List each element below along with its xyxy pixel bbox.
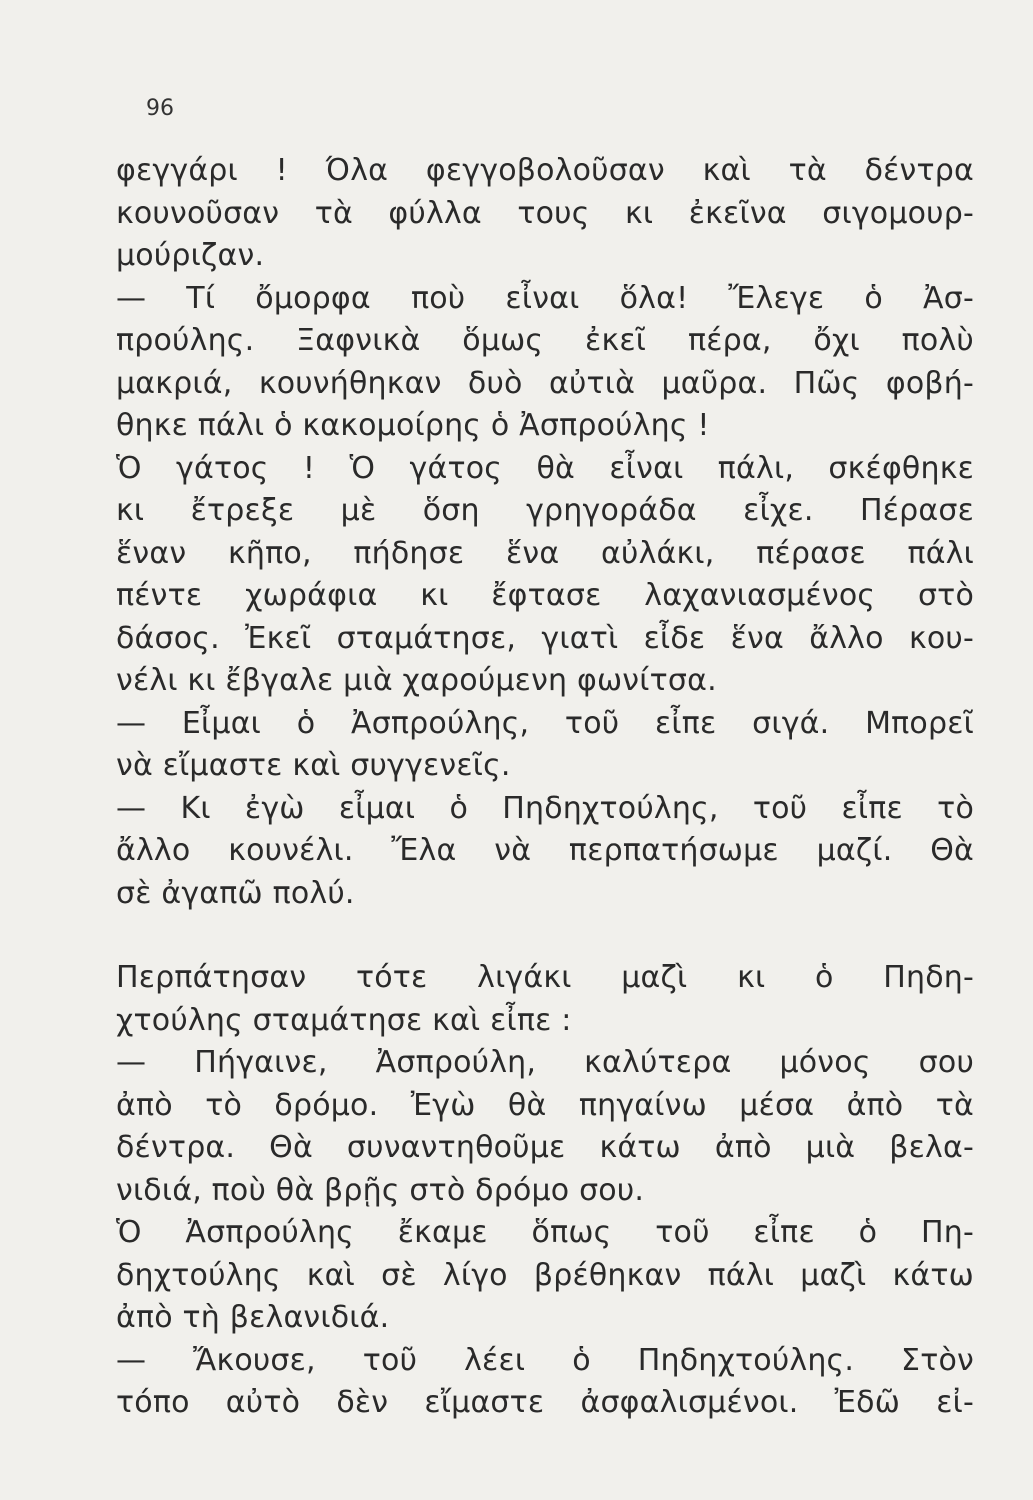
text-line: δάσος. Ἐκεῖ σταμάτησε, γιατὶ εἶδε ἕνα ἄλλο κου- — [116, 620, 974, 656]
paragraph — [116, 278, 974, 448]
text-line: τόπο αὐτὸ δὲν εἴμαστε ἀσφαλισμένοι. Ἐδῶ εἰ- — [116, 1385, 974, 1420]
text-line: — Κι ἐγὼ εἶμαι ὁ Πηδηχτούλης, τοῦ εἶπε τὸ — [116, 790, 974, 826]
paragraph — [116, 1042, 974, 1212]
text-line: φεγγάρι ! Όλα φεγγοβολοῦσαν καὶ τὰ δέντρα — [116, 153, 974, 188]
paragraph — [116, 1212, 974, 1340]
text-line: κουνοῦσαν τὰ φύλλα τους κι ἐκεῖνα σιγομουρ- — [116, 195, 974, 231]
text-line: σὲ ἀγαπῶ πολύ. — [116, 875, 355, 911]
text-line: νὰ εἴμαστε καὶ συγγενεῖς. — [116, 748, 511, 783]
paragraph — [116, 788, 974, 916]
paragraph — [116, 448, 974, 703]
paragraph — [116, 150, 974, 278]
text-line: δέντρα. Θὰ συναντηθοῦμε κάτω ἀπὸ μιὰ βελα- — [116, 1130, 974, 1165]
text-line: κι ἔτρεξε μὲ ὅση γρηγοράδα εἶχε. Πέρασε — [116, 493, 974, 528]
text-line: — Ἄκουσε, τοῦ λέει ὁ Πηδηχτούλης. Στὸν — [116, 1342, 974, 1378]
page-number: 96 — [146, 96, 174, 121]
body-text — [116, 150, 974, 1425]
text-line: προύλης. Ξαφνικὰ ὅμως ἐκεῖ πέρα, ὄχι πολὺ — [116, 323, 974, 358]
text-line: μακριά, κουνήθηκαν δυὸ αὐτιὰ μαῦρα. Πῶς φοβή- — [116, 365, 974, 401]
text-line: — Εἶμαι ὁ Ἀσπρούλης, τοῦ εἶπε σιγά. Μπορεῖ — [116, 705, 974, 741]
paragraph — [116, 703, 974, 788]
text-line: ἄλλο κουνέλι. Ἔλα νὰ περπατήσωμε μαζί. Θὰ — [116, 833, 974, 868]
text-line: — Πήγαινε, Ἀσπρούλη, καλύτερα μόνος σου — [116, 1045, 974, 1080]
text-line: ἕναν κῆπο, πήδησε ἕνα αὐλάκι, πέρασε πάλι — [116, 535, 974, 571]
text-line: ἀπὸ τὴ βελανιδιά. — [116, 1300, 390, 1335]
text-line: θηκε πάλι ὁ κακομοίρης ὁ Ἀσπρούλης ! — [116, 408, 710, 443]
paragraph — [116, 1340, 974, 1425]
text-line: Ὁ Ἀσπρούλης ἔκαμε ὅπως τοῦ εἶπε ὁ Πη- — [116, 1215, 974, 1250]
text-line: Ὁ γάτος ! Ὁ γάτος θὰ εἶναι πάλι, σκέφθηκε — [116, 450, 974, 486]
text-line: νέλι κι ἔβγαλε μιὰ χαρούμενη φωνίτσα. — [116, 663, 717, 698]
text-line: νιδιά, ποὺ θὰ βρῇς στὸ δρόμο σου. — [116, 1172, 645, 1208]
text-line: ἀπὸ τὸ δρόμο. Ἐγὼ θὰ πηγαίνω μέσα ἀπὸ τὰ — [116, 1087, 974, 1123]
text-line: χτούλης σταμάτησε καὶ εἶπε : — [116, 1002, 572, 1038]
text-line: Περπάτησαν τότε λιγάκι μαζὶ κι ὁ Πηδη- — [116, 960, 974, 995]
text-line: πέντε χωράφια κι ἔφτασε λαχανιασμένος στὸ — [116, 578, 974, 613]
paragraph — [116, 957, 974, 1042]
text-line: — Τί ὄμορφα ποὺ εἶναι ὅλα! Ἔλεγε ὁ Ἀσ- — [116, 280, 974, 316]
text-line: δηχτούλης καὶ σὲ λίγο βρέθηκαν πάλι μαζὶ κάτω — [116, 1257, 974, 1293]
paragraph-gap — [116, 915, 974, 957]
text-line: μούριζαν. — [116, 238, 265, 273]
